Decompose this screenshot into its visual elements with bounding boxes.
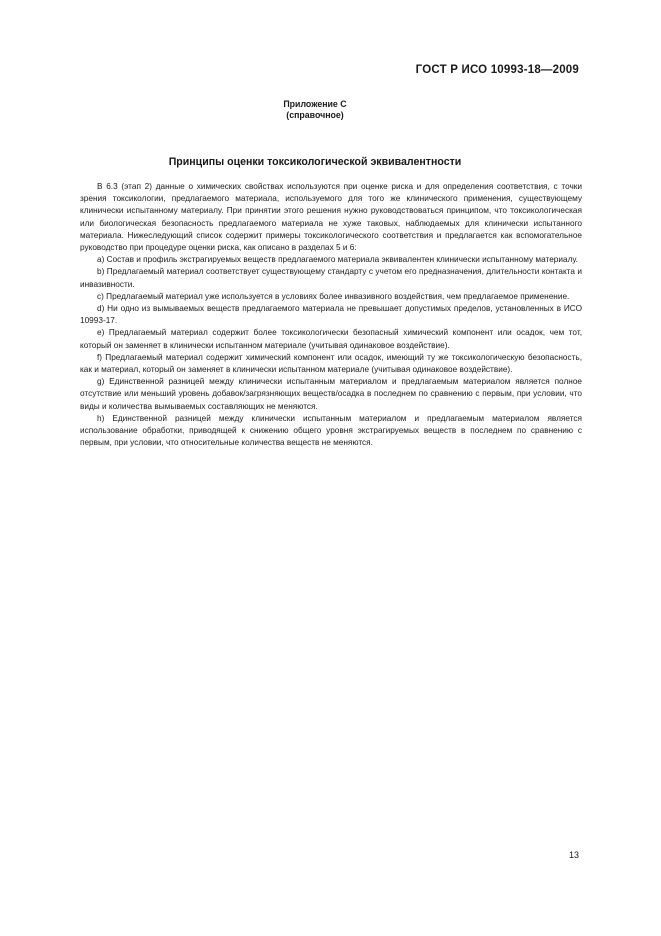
list-item-d: d) Ни одно из вымываемых веществ предлагаемого материала не превышает допустимых пределов, установленных в ИСО 10993-17. <box>80 304 582 326</box>
appendix-note: (справочное) <box>286 110 344 120</box>
appendix-heading <box>0 99 630 121</box>
list-item-e: e) Предлагаемый материал содержит более токсикологически безопасный химический компонент или осадок, чем тот, который он заменяет в клинически испытанном материале (учитывая одинаковое воздействие). <box>80 328 582 350</box>
list-item-a: a) Состав и профиль экстрагируемых веществ предлагаемого материала эквивалентен клинически испытанному материалу. <box>97 255 578 265</box>
section-title: Принципы оценки токсикологической эквивалентности <box>168 156 462 168</box>
intro-paragraph: В 6.3 (этап 2) данные о химических свойствах используются при оценке риска и для определения соответствия, с точки зрения токсикологии, предлагаемого материала, используемого для того же клинического применения, существующему клинически испытанному материалу. При принятии этого решения нужно руководствоваться принципом, что токсикологическая или биологическая безопасность предлагаемого материала не хуже таковых, наблюдаемых для клинически испытанного материала. Нижеследующий список содержит примеры токсикологического соответствия и предлагается как вспомогательное руководство при процедуре оценки риска, как описано в разделах 5 и 6: <box>80 182 582 253</box>
list-item-g: g) Единственной разницей между клинически испытанным материалом и предлагаемым материалом является полное отсутствие или меньший уровень добавок/загрязняющих веществ/осадка в последнем по сравнению с первым, при условии, что виды и количества вымываемых составляющих не меняются. <box>80 377 582 411</box>
list-item-h: h) Единственной разницей между клинически испытанным материалом и предлагаемым материалом является использование обработки, приводящей к снижению общего уровня экстрагируемых веществ в последнем по сравнению с первым, при условии, что относительные количества веществ не меняются. <box>80 413 582 448</box>
list-item-f: f) Предлагаемый материал содержит химический компонент или осадок, имеющий ту же токсикологическую безопасность, как и материал, который он заменяет в клинически испытанном материале (учитывая одинаковое воздействие). <box>80 352 582 375</box>
appendix-label: Приложение С <box>283 99 347 109</box>
body-text <box>80 181 582 449</box>
list-item-c: c) Предлагаемый материал уже используется в условиях более инвазивного воздействия, чем предлагаемое применение. <box>97 291 570 301</box>
page-number: 13 <box>568 850 579 860</box>
document-code: ГОСТ Р ИСО 10993-18—2009 <box>415 64 579 76</box>
list-item-b: b) Предлагаемый материал соответствует существующему стандарту с учетом его предназначения, длительности контакта и инвазивности. <box>80 267 582 289</box>
